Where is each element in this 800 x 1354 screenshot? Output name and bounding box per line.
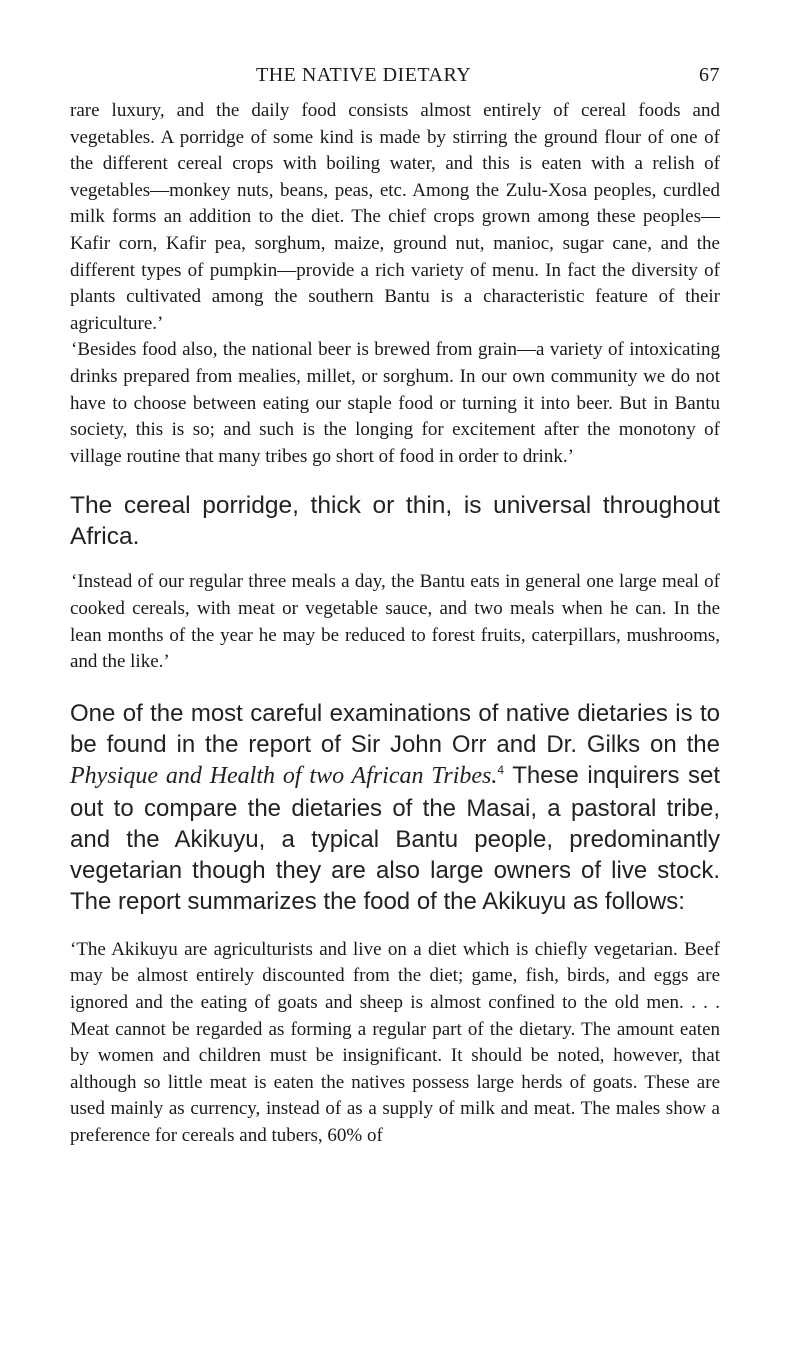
inserted-note-orr-gilks bbox=[70, 698, 720, 918]
quote-paragraph-2: ‘Besides food also, the national beer is brewed from grain—a variety of intoxicating drinks prepared from mealies, millet, or sorghum. In our own community we do not have to choose between eating our staple food or turning it into beer. But in Bantu society, this is so; and such is the longing for excitement after the monotony of village routine that many tribes go short of food in order to drink.’ bbox=[70, 339, 720, 467]
footnote-marker: 4 bbox=[497, 763, 505, 778]
insert2-text-after: These inquirers set out to compare the dietaries of the Masai, a pastoral tribe, and the Akikuyu, a typical Bantu people, predominantly vegetarian though they are also large owners of live stock. The report summarizes the food of the Akikuyu as follows: bbox=[70, 762, 721, 916]
insert2-text-before: One of the most careful examinations of native dietaries is to be found in the report of Sir John Orr and Dr. Gilks on the bbox=[70, 699, 720, 758]
inserted-note-porridge: The cereal porridge, thick or thin, is universal throughout Africa. bbox=[70, 492, 720, 551]
quote-paragraph-3: ‘Instead of our regular three meals a day, the Bantu eats in general one large meal of cooked cereals, with meat or vegetable sauce, and two meals when he can. In the lean months of the year he may be reduced to forest fruits, caterpillars, mushrooms, and the like.’ bbox=[70, 571, 720, 673]
report-title: Physique and Health of two African Tribes. bbox=[70, 763, 498, 790]
page-number: 67 bbox=[699, 64, 720, 86]
quote-paragraph-4: ‘The Akikuyu are agriculturists and live on a diet which is chiefly vegetarian. Beef may be almost entirely discounted from the diet; game, fish, birds, and eggs are ignored and the eating of goats and sheep is almost confined to the old men. . . . Meat cannot be regarded as forming a regular part of the dietary. The amount eaten by women and children must be insignificant. It should be noted, however, that although so little meat is eaten the natives possess large herds of goats. These are used mainly as currency, instead of as a supply of milk and meat. The males show a preference for cereals and tubers, 60% of bbox=[70, 938, 720, 1146]
running-title: THE NATIVE DIETARY bbox=[256, 64, 472, 86]
book-page bbox=[70, 64, 720, 1150]
running-head bbox=[70, 64, 720, 92]
quote-paragraph-1: rare luxury, and the daily food consists almost entirely of cereal foods and vegetables. A porridge of some kind is made by stirring the ground flour of one of the different cereal crops with boiling water, and this is eaten with a relish of vegetables—monkey nuts, beans, peas, etc. Among the Zulu-Xosa peoples, curdled milk forms an addition to the diet. The chief crops grown among these peoples—Kafir corn, Kafir pea, sorghum, maize, ground nut, manioc, sugar cane, and the different types of pumpkin—provide a rich variety of menu. In fact the diversity of plants cultivated among the southern Bantu is a characteristic feature of their agriculture.’ bbox=[70, 100, 720, 334]
